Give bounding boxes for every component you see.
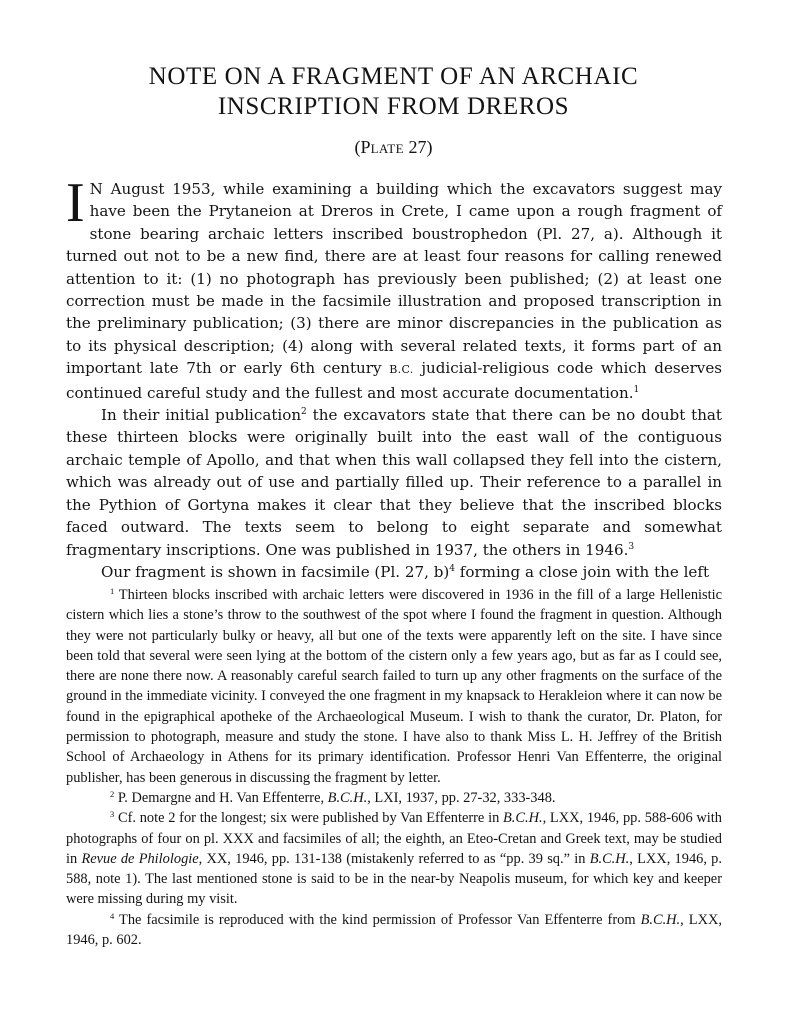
paragraph-3-text-a: Our fragment is shown in facsimile (Pl. 27, b) xyxy=(101,562,450,581)
footnote-4-journal: B.C.H. xyxy=(640,911,681,928)
footnote-ref-1[interactable]: 1 xyxy=(633,384,640,395)
paragraph-1 xyxy=(66,172,722,404)
article-title xyxy=(40,62,747,122)
plate-open: (P xyxy=(354,137,371,157)
footnote-3-text-b: , LXX, 1946, pp. 588-606 with photographs of four on pl. XXX and facsimiles of all; the eighth, an Eteo-Cretan and Greek text, may be studied in xyxy=(66,810,722,867)
drop-cap: I xyxy=(66,172,85,234)
footnote-4-text-a: The facsimile is reproduced with the kind permission of Professor Van Effenterre from xyxy=(114,911,641,928)
footnote-2-text-a: P. Demargne and H. Van Effenterre, xyxy=(114,789,328,806)
footnote-ref-3[interactable]: 3 xyxy=(628,541,635,552)
paragraph-2-text-a: In their initial publication xyxy=(101,406,302,425)
title-line-2: INSCRIPTION FROM DREROS xyxy=(217,93,570,120)
plate-reference xyxy=(40,136,747,160)
footnote-ref-2[interactable]: 2 xyxy=(301,407,307,418)
footnote-1-text: Thirteen blocks inscribed with archaic letters were discovered in 1936 in the fill of a large Hellenistic cistern which lies a stone’s throw to the southwest of the spot where I found the fragment in question. Although they were not particularly bulky or heavy, all but one of the texts were apparently left on the site. I have since been told that several were seen lying at the bottom of the cistern only a few years ago, but as far as I could see, there are none there now. A reasonably careful search failed to turn up any other fragments on the surface of the ground in the immediate vicinity. I conveyed the one fragment in my knapsack to Herakleion where it can now be found in the epigraphical apotheke of the Archaeological Museum. I wish to thank the curator, Dr. Platon, for permission to photograph, measure and study the stone. I have also to thank Miss L. H. Jeffrey of the British School of Archaeology in Athens for its primary identification. Professor Henri Van Effenterre, the original publisher, has been generous in discussing the fragment by letter. xyxy=(66,587,722,786)
footnotes xyxy=(66,585,722,950)
footnote-1 xyxy=(66,585,722,788)
footnote-4-number: 4 xyxy=(110,910,115,921)
bc-abbreviation: B.C. xyxy=(389,363,414,377)
footnote-3-journal-3: B.C.H. xyxy=(589,850,630,867)
body-text xyxy=(66,172,722,583)
footnote-2-journal: B.C.H. xyxy=(327,789,368,806)
plate-number: 27) xyxy=(403,137,433,157)
footnote-4 xyxy=(66,910,722,951)
footnote-3-journal-2: Revue de Philologie xyxy=(81,850,199,867)
footnote-3-journal-1: B.C.H. xyxy=(503,810,543,827)
paragraph-2-text-b: the excavators state that there can be no doubt that these thirteen blocks were originally built into the east wall of the contiguous archaic temple of Apollo, and that when this wall collapsed they fell into the cistern, which was already out of use and partially filled up. Their reference to a parallel in the Pythion of Gortyna makes it clear that they believe that the inscribed blocks faced outward. The texts seem to belong to eight separate and somewhat fragmentary inscriptions. One was published in 1937, the others in 1946. xyxy=(66,406,722,559)
footnote-2-text-b: , LXI, 1937, pp. 27-32, 333-348. xyxy=(367,789,556,806)
footnote-3-text-a: Cf. note 2 for the longest; six were published by Van Effenterre in xyxy=(114,810,504,827)
footnote-2 xyxy=(66,788,722,808)
paragraph-3 xyxy=(66,561,722,583)
footnote-3 xyxy=(66,808,722,909)
footnote-3-text-d: , LXX, 1946, p. 588, note 1). The last mentioned stone is said to be in the near-by Neapolis museum, for which key and keeper were missing during my visit. xyxy=(66,850,722,908)
footnote-3-number: 3 xyxy=(110,809,115,820)
paragraph-1-text-b: judicial-religious code which deserves continued careful study and the fullest and most accurate documentation. xyxy=(66,359,722,402)
title-line-1: NOTE ON A FRAGMENT OF AN ARCHAIC xyxy=(148,63,639,90)
footnote-ref-4[interactable]: 4 xyxy=(449,563,455,574)
footnote-4-text-b: , LXX, 1946, p. 602. xyxy=(66,911,722,949)
footnote-1-number: 1 xyxy=(110,586,115,596)
paragraph-2 xyxy=(66,404,722,561)
paragraph-1-text-a: N August 1953, while examining a building which the excavators suggest may have been the Prytaneion at Dreros in Crete, I came upon a rough fragment of stone bearing archaic letters inscribed boustrophedon (Pl. 27, a). Although it turned out not to be a new find, there are at least four reasons for calling renewed attention to it: (1) no photograph has previously been published; (2) at least one correction must be made in the facsimile illustration and proposed transcription in the preliminary publication; (3) there are minor discrepancies in the publication as to its physical description; (4) along with several related texts, it forms part of an important late 7th or early 6th century xyxy=(66,180,722,378)
plate-smallcaps: LATE xyxy=(370,141,404,156)
footnote-3-text-c: , XX, 1946, pp. 131-138 (mistakenly referred to as “pp. 39 sq.” in xyxy=(198,850,590,867)
footnote-2-number: 2 xyxy=(110,788,115,799)
paragraph-3-text-b: forming a close join with the left xyxy=(454,562,710,581)
